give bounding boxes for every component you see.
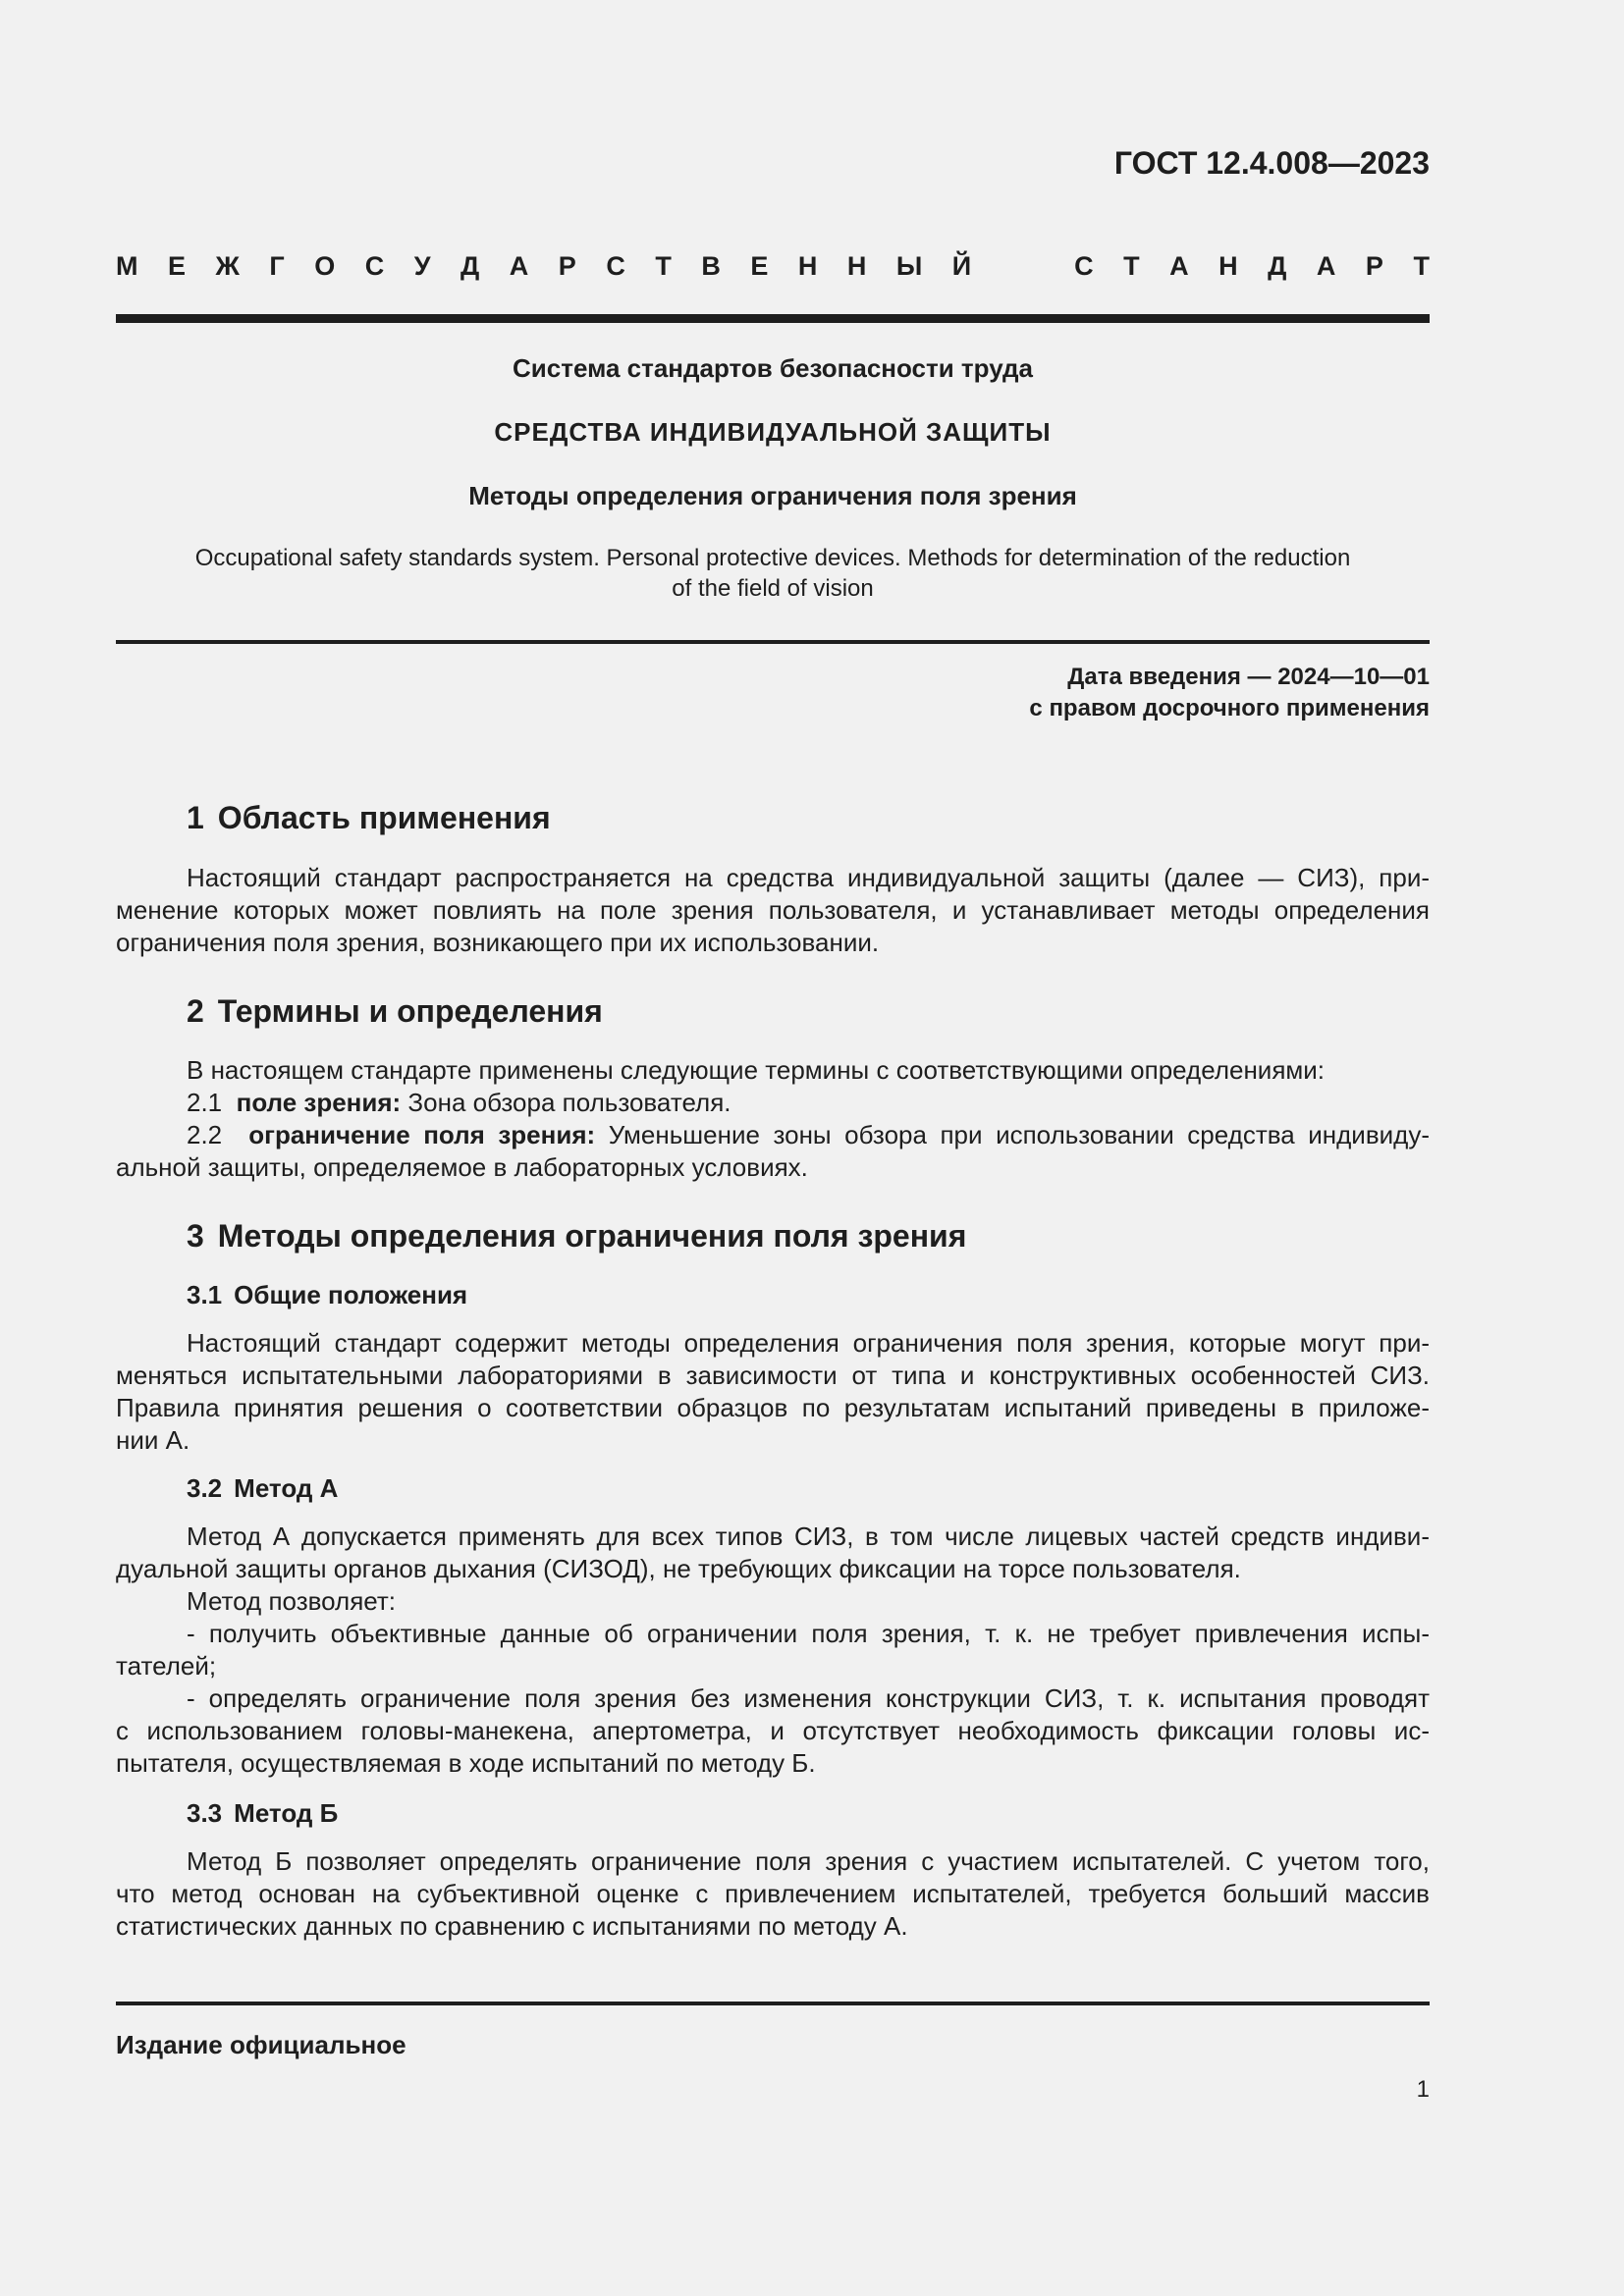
text-line: пытателя, осуществляемая в ходе испытаний по методу Б.	[116, 1748, 816, 1778]
heading-letter: Е	[168, 251, 187, 281]
text-line: альной защиты, определяемое в лабораторных условиях.	[116, 1152, 808, 1182]
section-1-paragraph	[116, 862, 1430, 959]
text-line: Метод А допускается применять для всех типов СИЗ, в том числе лицевых частей средств индиви-	[187, 1522, 1430, 1551]
term-name: поле зрения:	[236, 1088, 402, 1117]
section-3-heading	[187, 1218, 966, 1255]
section-number: 2	[187, 993, 204, 1029]
heading-letter: Т	[1413, 251, 1430, 281]
subsection-3-1-heading	[187, 1280, 467, 1310]
standard-type-heading	[116, 251, 1430, 282]
subsection-3-1-paragraph	[116, 1327, 1430, 1457]
heading-letter: С	[1074, 251, 1094, 281]
heading-letter: Р	[558, 251, 576, 281]
heading-letter: Д	[460, 251, 480, 281]
system-title: Система стандартов безопасности труда	[513, 353, 1033, 383]
english-title-line: of the field of vision	[672, 575, 874, 602]
heading-letter: Р	[1365, 251, 1383, 281]
heading-letter: Ж	[215, 251, 240, 281]
heading-letter: Н	[1218, 251, 1238, 281]
text-line: статистических данных по сравнению с испытаниями по методу А.	[116, 1911, 908, 1941]
text-line: Правила принятия решения о соответствии образцов по результатам испытаний приведены в приложе-	[116, 1393, 1430, 1422]
heading-letter: М	[116, 251, 138, 281]
term-definition: Зона обзора пользователя.	[407, 1088, 731, 1117]
heading-letter: Ы	[895, 251, 923, 281]
list-item: - получить объективные данные об ограничении поля зрения, т. к. не требует привлечения испы-	[187, 1619, 1430, 1648]
text-line: ограничения поля зрения, возникающего при их использовании.	[116, 928, 880, 957]
heading-letter: С	[364, 251, 385, 281]
subsection-title: Метод Б	[234, 1798, 339, 1828]
heading-letter: Й	[951, 251, 972, 281]
heading-letter: Г	[269, 251, 285, 281]
heading-letter: Т	[1123, 251, 1140, 281]
heading-letter: В	[701, 251, 721, 281]
text-line: Настоящий стандарт содержит методы определения ограничения поля зрения, которые могут при-	[187, 1328, 1430, 1358]
english-title-line: Occupational safety standards system. Personal protective devices. Methods for determination of the reduction	[194, 545, 1351, 571]
heading-letter: Н	[846, 251, 867, 281]
subsection-3-2-heading	[187, 1473, 338, 1504]
heading-letter: А	[1316, 251, 1336, 281]
text-line: дуальной защиты органов дыхания (СИЗОД), не требующих фиксации на торсе пользователя.	[116, 1554, 1241, 1583]
subsection-title: Метод А	[234, 1473, 339, 1503]
list-item: - определять ограничение поля зрения без изменения конструкции СИЗ, т. к. испытания проводят	[187, 1683, 1430, 1713]
text-line: В настоящем стандарте применены следующие термины с соответствующими определениями:	[187, 1055, 1326, 1085]
word-gap	[1001, 251, 1045, 282]
text-line: с использованием головы-манекена, апертометра, и отсутствует необходимость фиксации головы ис-	[116, 1716, 1430, 1745]
date-line: Дата введения — 2024—10—01	[1067, 664, 1430, 690]
document-id: ГОСТ 12.4.008—2023	[1113, 145, 1430, 181]
subsection-number: 3.1	[187, 1280, 223, 1309]
heading-letter: С	[606, 251, 625, 281]
text-line: Метод позволяет:	[187, 1586, 397, 1616]
section-number: 3	[187, 1218, 204, 1254]
page-number: 1	[1416, 2076, 1430, 2103]
subsection-3-3-paragraph	[116, 1845, 1430, 1943]
heading-letter: А	[1169, 251, 1189, 281]
section-2-body	[116, 1054, 1430, 1184]
heading-letter: О	[314, 251, 336, 281]
term-number: 2.1	[187, 1088, 223, 1117]
subsection-number: 3.2	[187, 1473, 223, 1503]
term-definition: Уменьшение зоны обзора при использовании средства индивиду-	[608, 1120, 1430, 1149]
section-title: Методы определения ограничения поля зрения	[217, 1218, 967, 1254]
footer-rule	[116, 2002, 1430, 2005]
section-title: Область применения	[217, 800, 551, 835]
text-line: что метод основан на субъективной оценке с привлечением испытателей, требуется больший массив	[116, 1879, 1430, 1908]
product-title: СРЕДСТВА ИНДИВИДУАЛЬНОЙ ЗАЩИТЫ	[494, 417, 1052, 447]
text-line: Настоящий стандарт распространяется на средства индивидуальной защиты (далее — СИЗ), при-	[187, 863, 1430, 892]
text-line: меняться испытательными лабораториями в зависимости от типа и конструктивных особенностей СИЗ.	[116, 1361, 1430, 1390]
text-line: Метод Б позволяет определять ограничение поля зрения с участием испытателей. С учетом того,	[187, 1846, 1430, 1876]
section-2-heading	[187, 993, 603, 1030]
term-2-2	[116, 1119, 1430, 1151]
heading-letter: А	[509, 251, 529, 281]
heading-letter: Е	[750, 251, 769, 281]
text-line: нии А.	[116, 1425, 190, 1455]
title-rule	[116, 640, 1430, 644]
date-line: с правом досрочного применения	[1029, 695, 1430, 721]
official-edition-label: Издание официальное	[116, 2030, 406, 2059]
term-name: ограничение поля зрения:	[248, 1120, 596, 1149]
subsection-title: Общие положения	[234, 1280, 468, 1309]
heading-letter: Д	[1268, 251, 1287, 281]
heading-letter: Т	[655, 251, 672, 281]
heading-letter: У	[413, 251, 431, 281]
methods-title: Методы определения ограничения поля зрения	[468, 481, 1077, 510]
text-line: менение которых может повлиять на поле зрения пользователя, и устанавливает методы определения	[116, 895, 1430, 925]
subsection-number: 3.3	[187, 1798, 223, 1828]
english-title	[116, 543, 1430, 604]
introduction-date	[1029, 662, 1430, 724]
subsection-3-2-body	[116, 1521, 1430, 1780]
section-1-heading	[187, 800, 551, 836]
heading-letter: Н	[797, 251, 818, 281]
document-page	[116, 0, 1430, 2296]
term-number: 2.2	[187, 1120, 223, 1149]
section-title: Термины и определения	[217, 993, 603, 1029]
text-line: тателей;	[116, 1651, 217, 1681]
section-number: 1	[187, 800, 204, 835]
subsection-3-3-heading	[187, 1798, 338, 1829]
term-2-1	[116, 1087, 1430, 1119]
header-rule	[116, 314, 1430, 323]
